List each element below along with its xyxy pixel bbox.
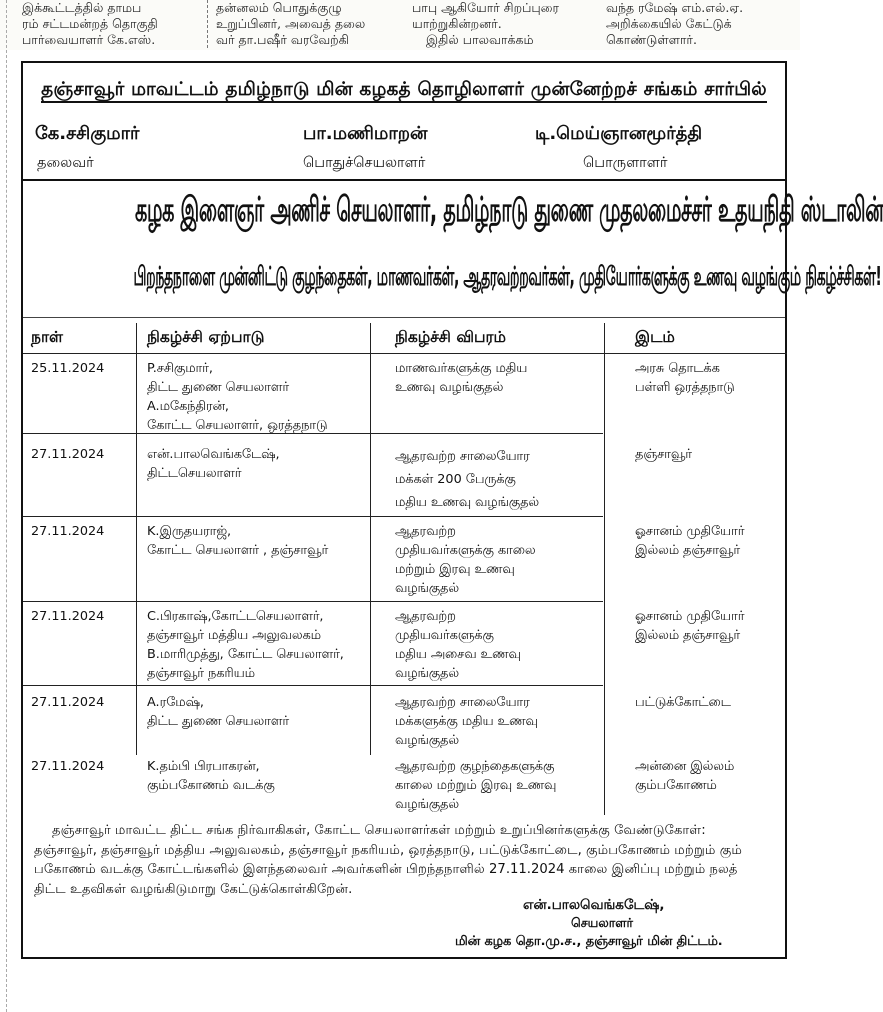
treasurer-name: டி.மெய்ஞானமூர்த்தி (535, 123, 703, 144)
row-date: 25.11.2024 (31, 361, 105, 376)
column-divider (207, 0, 208, 48)
col-header-date: நாள் (31, 328, 64, 346)
row-date: 27.11.2024 (31, 759, 105, 774)
row-date: 27.11.2024 (31, 447, 105, 462)
banner-line-1: கழக இளைஞர் அணிச் செயலாளர், தமிழ்நாடு துணை முதலமைச்சர் உதயநிதி ஸ்டாலின் (135, 191, 883, 230)
signatory-role: செயலாளர் (571, 915, 634, 930)
table-row-rule (23, 516, 603, 517)
row-details: ஆதரவற்ற முதியவர்களுக்கு காலை மற்றும் இரவு உணவு வழங்குதல் (395, 524, 536, 596)
table-column-rule (604, 323, 605, 815)
row-organizer: K.இருதயராஜ், கோட்ட செயலாளர் , தஞ்சாவூர் (147, 524, 329, 558)
president-name: கே.சசிகுமார் (35, 123, 140, 144)
table-row-rule (23, 685, 603, 686)
row-date: 27.11.2024 (31, 524, 105, 539)
row-details: ஆதரவற்ற முதியவர்களுக்கு மதிய அசைவ உணவு வழங்குதல் (395, 609, 521, 681)
row-place: அன்னை இல்லம் கும்பகோணம் (635, 759, 735, 793)
general-secretary-name: பா.மணிமாறன் (303, 123, 428, 144)
col-header-details: நிகழ்ச்சி விபரம் (395, 328, 506, 346)
row-place: பட்டுக்கோட்டை (635, 695, 731, 710)
row-organizer: A.ரமேஷ், திட்ட துணை செயலாளர் (147, 695, 290, 729)
col-header-organizer: நிகழ்ச்சி ஏற்பாடு (147, 328, 265, 346)
row-place: அரசு தொடக்க பள்ளி ஒரத்தநாடு (635, 361, 735, 395)
row-organizer: C.பிரகாஷ்,கோட்டசெயலாளர், தஞ்சாவூர் மத்திய அலுவலகம் B.மாரிமுத்து, கோட்ட செயலாளர், தஞ்சாவூர் நகரியம் (147, 609, 344, 681)
row-place: ஓசானம் முதியோர் இல்லம் தஞ்சாவூர் (635, 609, 745, 643)
table-row-rule (23, 601, 603, 602)
row-place: ஓசானம் முதியோர் இல்லம் தஞ்சாவூர் (635, 524, 745, 558)
signatory-name: என்.பாலவெங்கடேஷ், (523, 897, 665, 913)
newspaper-top-strip (0, 0, 800, 50)
row-details: மாணவர்களுக்கு மதிய உணவு வழங்குதல் (395, 361, 528, 395)
row-date: 27.11.2024 (31, 609, 105, 624)
footer-appeal: தஞ்சாவூர் மாவட்ட திட்ட சங்க நிர்வாகிகள், கோட்ட செயலாளர்கள் மற்றும் உறுப்பினர்களுக்கு வேண்டுகோள்: தஞ்சாவூர், தஞ்சாவூர் மத்திய அலுவலகம், தஞ்சாவூர் நகரியம், ஒரத்தநாடு, பட்டுக்கோட்டை, கும்பகோணம் மற்றும் கும் பகோணம் வடக்கு கோட்டங்களில் இளந்தலைவர் அவர்களின் பிறந்தநாளில் 27.11.2024 காலை இனிப்பு மற்றும் நலத் திட்ட உதவிகள் வழங்கிடுமாறு கேட்டுக்கொள்கிறேன். (34, 823, 742, 897)
treasurer-role: பொருளாளர் (583, 155, 668, 171)
news-column-3: பாபு ஆகியோர் சிறப்புரை யாற்றுகின்றனர். இதில் பாலவாக்கம் (412, 0, 559, 47)
president-role: தலைவர் (37, 155, 94, 171)
news-column-2: தன்னலம் பொதுக்குழு உறுப்பினர், அவைத் தலை வர் தா.பஷீர் வரவேற்கி (216, 0, 366, 47)
ad-heading: தஞ்சாவூர் மாவட்டம் தமிழ்நாடு மின் கழகத் தொழிலாளர் முன்னேற்றச் சங்கம் சார்பில் (23, 79, 785, 102)
general-secretary-role: பொதுச்செயலாளர் (303, 155, 426, 171)
row-organizer: என்.பாலவெங்கடேஷ், திட்டசெயலாளர் (147, 447, 280, 481)
news-column-1: இக்கூட்டத்தில் தாமப ரம் சட்டமன்றத் தொகுதி பார்வையாளர் கே.எஸ். (22, 0, 158, 47)
row-place: தஞ்சாவூர் (635, 447, 692, 462)
table-column-rule (370, 323, 371, 755)
row-details: ஆதரவற்ற குழந்தைகளுக்கு காலை மற்றும் இரவு உணவு வழங்குதல் (395, 759, 557, 812)
row-organizer: P.சசிகுமார், திட்ட துணை செயலாளர் A.மகேந்திரன், கோட்ட செயலாளர், ஒரத்தநாடு (147, 361, 328, 433)
table-header-rule (23, 353, 787, 354)
row-details: ஆதரவற்ற சாலையோர மக்களுக்கு மதிய உணவு வழங்குதல் (395, 695, 538, 748)
col-header-place: இடம் (635, 328, 675, 346)
row-details: ஆதரவற்ற சாலையோர மக்கள் 200 பேருக்கு மதிய உணவு வழங்குதல் (395, 449, 540, 510)
signatory-organization: மின் கழக தொ.மு.ச., தஞ்சாவூர் மின் திட்டம். (455, 934, 723, 949)
divider (23, 317, 785, 318)
table-column-rule (136, 323, 137, 755)
banner-line-2: பிறந்தநாளை முன்னிட்டு குழந்தைகள், மாணவர்கள், ஆதரவற்றவர்கள், முதியோர்களுக்கு உணவு வழங்கும் நிகழ்ச்சிகள்! (133, 260, 882, 292)
row-date: 27.11.2024 (31, 695, 105, 710)
page-margin-rule (6, 0, 7, 1012)
row-organizer: K.தம்பி பிரபாகரன், கும்பகோணம் வடக்கு (147, 759, 275, 793)
advertisement-box (21, 61, 883, 959)
news-column-4: வந்த ரமேஷ் எம்.எல்.ஏ. அறிக்கையில் கேட்டுக் கொண்டுள்ளார். (606, 0, 744, 47)
